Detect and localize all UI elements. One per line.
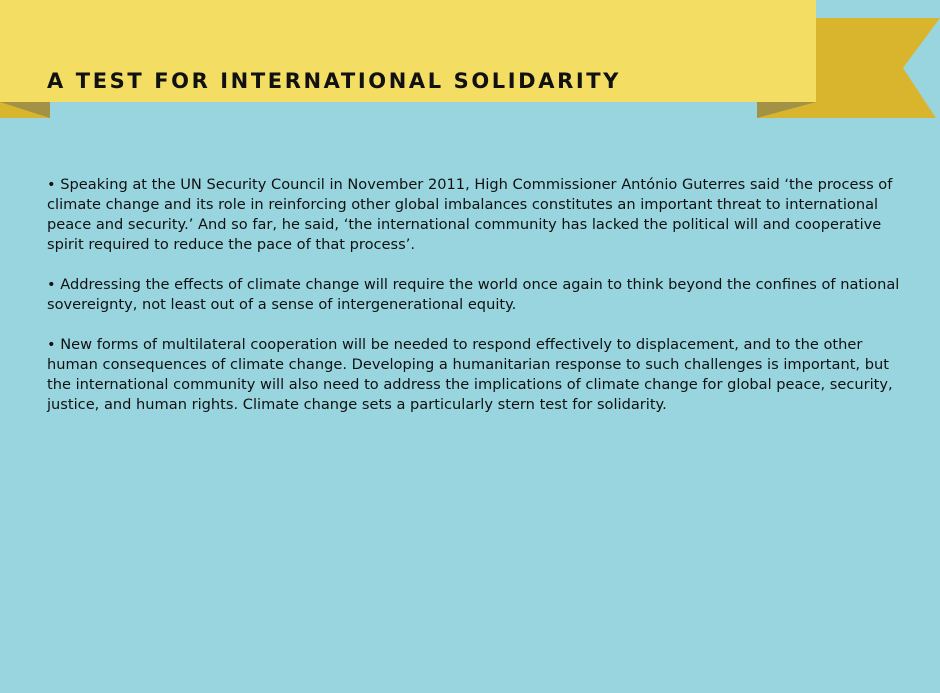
paragraph-2: • Addressing the effects of climate change will require the world once again to think beyond the confines of national sovereignty, not least out of a sense of intergenerational equity.	[47, 276, 900, 313]
body-text	[47, 175, 917, 435]
ribbon-banner	[0, 0, 940, 120]
page-title: A TEST FOR INTERNATIONAL SOLIDARITY	[47, 69, 621, 93]
paragraph-1: • Speaking at the UN Security Council in November 2011, High Commissioner António Guterres said ‘the process of climate change and its role in reinforcing other global imbalances constitutes an important threat to international peace and security.’ And so far, he said, ‘the international community has lacked the political will and cooperative spirit required to reduce the pace of that process’.	[47, 176, 893, 253]
paragraph-3: • New forms of multilateral cooperation will be needed to respond effectively to displacement, and to the other human consequences of climate change. Developing a humanitarian response to such challenges is important, but the international community will also need to address the implications of climate change for global peace, security, justice, and human rights. Climate change sets a particularly stern test for solidarity.	[47, 336, 893, 413]
